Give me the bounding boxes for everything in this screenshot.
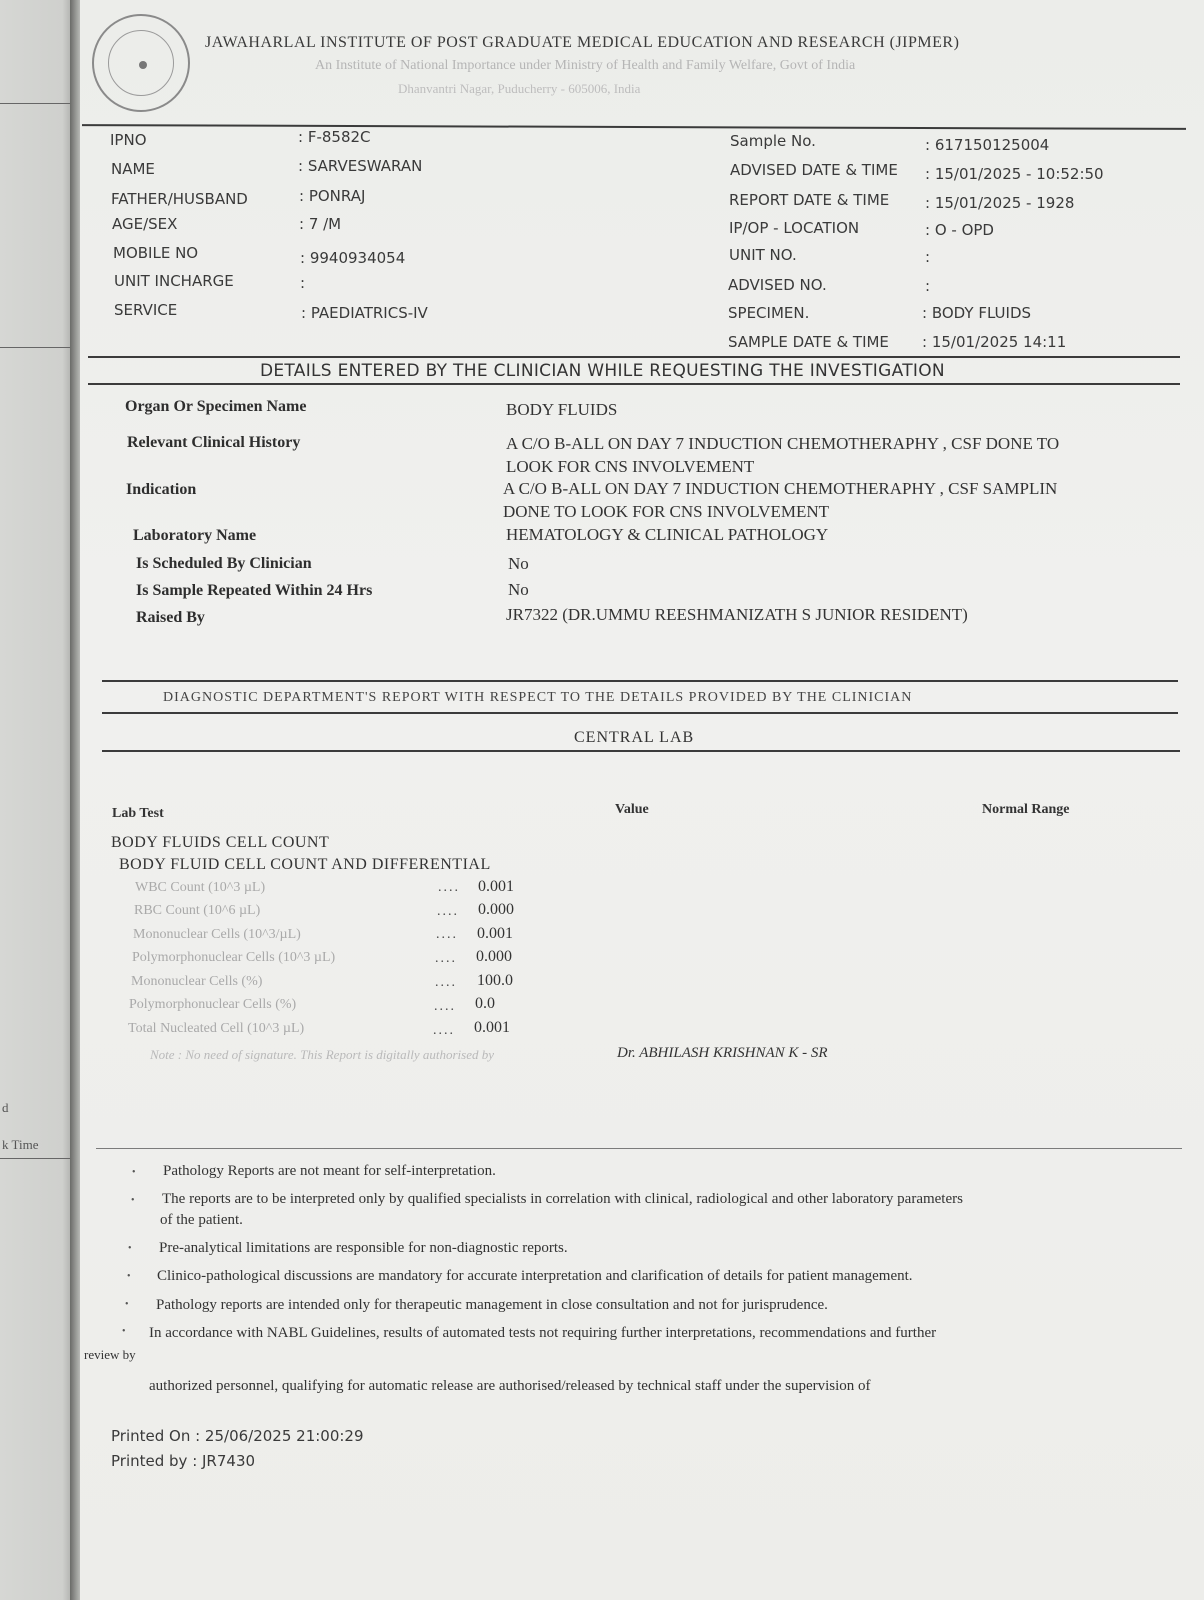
detail-label: Is Sample Repeated Within 24 Hrs bbox=[136, 582, 373, 599]
field-value: : bbox=[925, 248, 931, 266]
field-label: SERVICE bbox=[114, 301, 178, 319]
detail-label: Is Scheduled By Clinician bbox=[136, 555, 312, 572]
footer-rule bbox=[96, 1148, 1182, 1149]
field-value: : 7 /M bbox=[299, 215, 342, 233]
column-header-range: Normal Range bbox=[982, 802, 1070, 817]
disclaimer-item: In accordance with NABL Guidelines, results of automated tests not requiring further interpretations, recommendations and further bbox=[149, 1325, 937, 1341]
detail-value: BODY FLUIDS bbox=[506, 400, 618, 419]
section-rule bbox=[102, 750, 1180, 752]
test-name: Total Nucleated Cell (10^3 µL) bbox=[128, 1021, 305, 1036]
field-label: ADVISED NO. bbox=[728, 276, 827, 294]
field-value: : PAEDIATRICS-IV bbox=[301, 304, 428, 322]
diagnostic-section-title: DIAGNOSTIC DEPARTMENT'S REPORT WITH RESPECT TO THE DETAILS PROVIDED BY THE CLINICIAN bbox=[163, 690, 913, 705]
bullet-icon: • bbox=[127, 1271, 131, 1282]
detail-label: Raised By bbox=[136, 609, 205, 626]
field-label: ADVISED DATE & TIME bbox=[730, 161, 898, 179]
field-label: Sample No. bbox=[730, 132, 816, 150]
field-label: AGE/SEX bbox=[112, 215, 178, 233]
field-value: : 15/01/2025 14:11 bbox=[922, 333, 1067, 351]
field-value: : 617150125004 bbox=[925, 136, 1050, 154]
field-value: : O - OPD bbox=[925, 221, 994, 239]
field-value: : 15/01/2025 - 1928 bbox=[925, 194, 1075, 212]
field-label: IPNO bbox=[110, 131, 147, 149]
disclaimer-item: authorized personnel, qualifying for automatic release are authorised/released by technical staff under the supervision of bbox=[149, 1378, 871, 1394]
disclaimer-item: Clinico-pathological discussions are mandatory for accurate interpretation and clarification of details for patient management. bbox=[157, 1268, 913, 1284]
section-rule bbox=[102, 680, 1178, 682]
field-label: UNIT NO. bbox=[729, 246, 797, 264]
bullet-icon: • bbox=[122, 1326, 126, 1337]
digital-authorisation-note: Note : No need of signature. This Report is digitally authorised by bbox=[150, 1047, 494, 1062]
leader-dots: .... bbox=[436, 927, 458, 942]
test-name: RBC Count (10^6 µL) bbox=[134, 903, 261, 918]
field-value: : 15/01/2025 - 10:52:50 bbox=[925, 165, 1104, 183]
section-rule bbox=[88, 356, 1180, 358]
disclaimer-item: review by bbox=[84, 1347, 136, 1362]
test-value: 0.001 bbox=[478, 878, 514, 895]
report-page bbox=[76, 0, 1204, 1600]
detail-label: Indication bbox=[126, 481, 197, 498]
detail-value: HEMATOLOGY & CLINICAL PATHOLOGY bbox=[506, 525, 829, 544]
test-value: 0.000 bbox=[476, 948, 512, 965]
leader-dots: .... bbox=[438, 880, 460, 895]
field-value: : 9940934054 bbox=[300, 249, 406, 267]
strip-text: d bbox=[2, 1100, 9, 1115]
printed-by: Printed by : JR7430 bbox=[111, 1452, 256, 1470]
page-edge-shadow bbox=[70, 0, 80, 1600]
detail-value: No bbox=[508, 580, 529, 599]
test-name: Polymorphonuclear Cells (10^3 µL) bbox=[132, 950, 336, 965]
detail-value: A C/O B-ALL ON DAY 7 INDUCTION CHEMOTHERAPHY , CSF DONE TO bbox=[506, 434, 1060, 453]
test-name: Polymorphonuclear Cells (%) bbox=[129, 997, 297, 1012]
field-value: : bbox=[925, 277, 931, 295]
disclaimer-item: Pathology Reports are not meant for self-interpretation. bbox=[163, 1163, 496, 1179]
authorising-doctor: Dr. ABHILASH KRISHNAN K - SR bbox=[617, 1045, 828, 1061]
leader-dots: .... bbox=[434, 999, 456, 1014]
test-value: 0.0 bbox=[475, 995, 495, 1012]
field-value: : PONRAJ bbox=[299, 187, 366, 205]
field-label: UNIT INCHARGE bbox=[114, 272, 234, 290]
field-value: : SARVESWARAN bbox=[298, 157, 423, 175]
bullet-icon: • bbox=[132, 1167, 136, 1178]
seal-inner-ring bbox=[108, 30, 174, 96]
bullet-icon: • bbox=[128, 1243, 132, 1254]
leader-dots: .... bbox=[435, 951, 457, 966]
clinician-section-title: DETAILS ENTERED BY THE CLINICIAN WHILE REQUESTING THE INVESTIGATION bbox=[260, 361, 945, 381]
field-label: SPECIMEN. bbox=[728, 304, 810, 322]
detail-value: DONE TO LOOK FOR CNS INVOLVEMENT bbox=[503, 502, 830, 521]
lab-name: CENTRAL LAB bbox=[574, 729, 695, 746]
leader-dots: .... bbox=[437, 904, 459, 919]
bullet-icon: • bbox=[125, 1299, 129, 1310]
field-label: FATHER/HUSBAND bbox=[111, 190, 248, 208]
detail-value: No bbox=[508, 554, 529, 573]
section-rule bbox=[88, 383, 1180, 385]
leader-dots: .... bbox=[433, 1023, 455, 1038]
disclaimer-item: of the patient. bbox=[160, 1212, 243, 1228]
column-header-value: Value bbox=[615, 802, 649, 817]
institute-seal-icon bbox=[92, 14, 190, 112]
strip-text: k Time bbox=[2, 1137, 39, 1152]
detail-label: Organ Or Specimen Name bbox=[125, 398, 307, 415]
detail-label: Laboratory Name bbox=[133, 527, 257, 544]
institute-title: JAWAHARLAL INSTITUTE OF POST GRADUATE MEDICAL EDUCATION AND RESEARCH (JIPMER) bbox=[205, 34, 960, 51]
detail-value: JR7322 (DR.UMMU REESHMANIZATH S JUNIOR RESIDENT) bbox=[506, 605, 968, 624]
disclaimer-item: The reports are to be interpreted only by qualified specialists in correlation with clinical, radiological and other laboratory parameters bbox=[162, 1191, 963, 1207]
test-group-subtitle: BODY FLUID CELL COUNT AND DIFFERENTIAL bbox=[119, 856, 491, 873]
field-label: SAMPLE DATE & TIME bbox=[728, 333, 889, 351]
institute-address: Dhanvantri Nagar, Puducherry - 605006, India bbox=[398, 81, 641, 96]
field-value: : F-8582C bbox=[298, 128, 371, 146]
test-group-title: BODY FLUIDS CELL COUNT bbox=[111, 834, 330, 851]
field-value: : bbox=[300, 274, 306, 292]
field-label: REPORT DATE & TIME bbox=[729, 191, 890, 209]
strip-divider bbox=[0, 347, 74, 348]
disclaimer-item: Pathology reports are intended only for therapeutic management in close consultation and not for jurisprudence. bbox=[156, 1297, 828, 1313]
test-name: Mononuclear Cells (10^3/µL) bbox=[133, 927, 301, 942]
column-header-test: Lab Test bbox=[112, 806, 164, 821]
strip-divider bbox=[0, 1158, 74, 1159]
left-page-strip bbox=[0, 0, 78, 1600]
strip-divider bbox=[0, 103, 74, 104]
test-value: 0.000 bbox=[478, 901, 514, 918]
test-name: WBC Count (10^3 µL) bbox=[135, 880, 266, 895]
detail-label: Relevant Clinical History bbox=[127, 434, 301, 451]
leader-dots: .... bbox=[435, 975, 457, 990]
field-label: MOBILE NO bbox=[113, 244, 199, 262]
seal-center bbox=[139, 61, 147, 69]
printed-on: Printed On : 25/06/2025 21:00:29 bbox=[111, 1427, 364, 1445]
field-label: NAME bbox=[111, 160, 155, 178]
field-value: : BODY FLUIDS bbox=[922, 304, 1032, 322]
section-rule bbox=[102, 712, 1178, 714]
detail-value: LOOK FOR CNS INVOLVEMENT bbox=[506, 457, 755, 476]
test-value: 100.0 bbox=[477, 972, 513, 989]
disclaimer-item: Pre-analytical limitations are responsible for non-diagnostic reports. bbox=[159, 1240, 568, 1256]
field-label: IP/OP - LOCATION bbox=[729, 219, 860, 237]
bullet-icon: • bbox=[131, 1195, 135, 1206]
detail-value: A C/O B-ALL ON DAY 7 INDUCTION CHEMOTHERAPHY , CSF SAMPLIN bbox=[503, 479, 1058, 498]
test-value: 0.001 bbox=[477, 925, 513, 942]
test-value: 0.001 bbox=[474, 1019, 510, 1036]
institute-subtitle: An Institute of National Importance under Ministry of Health and Family Welfare, Govt of India bbox=[315, 58, 856, 73]
test-name: Mononuclear Cells (%) bbox=[131, 974, 263, 989]
